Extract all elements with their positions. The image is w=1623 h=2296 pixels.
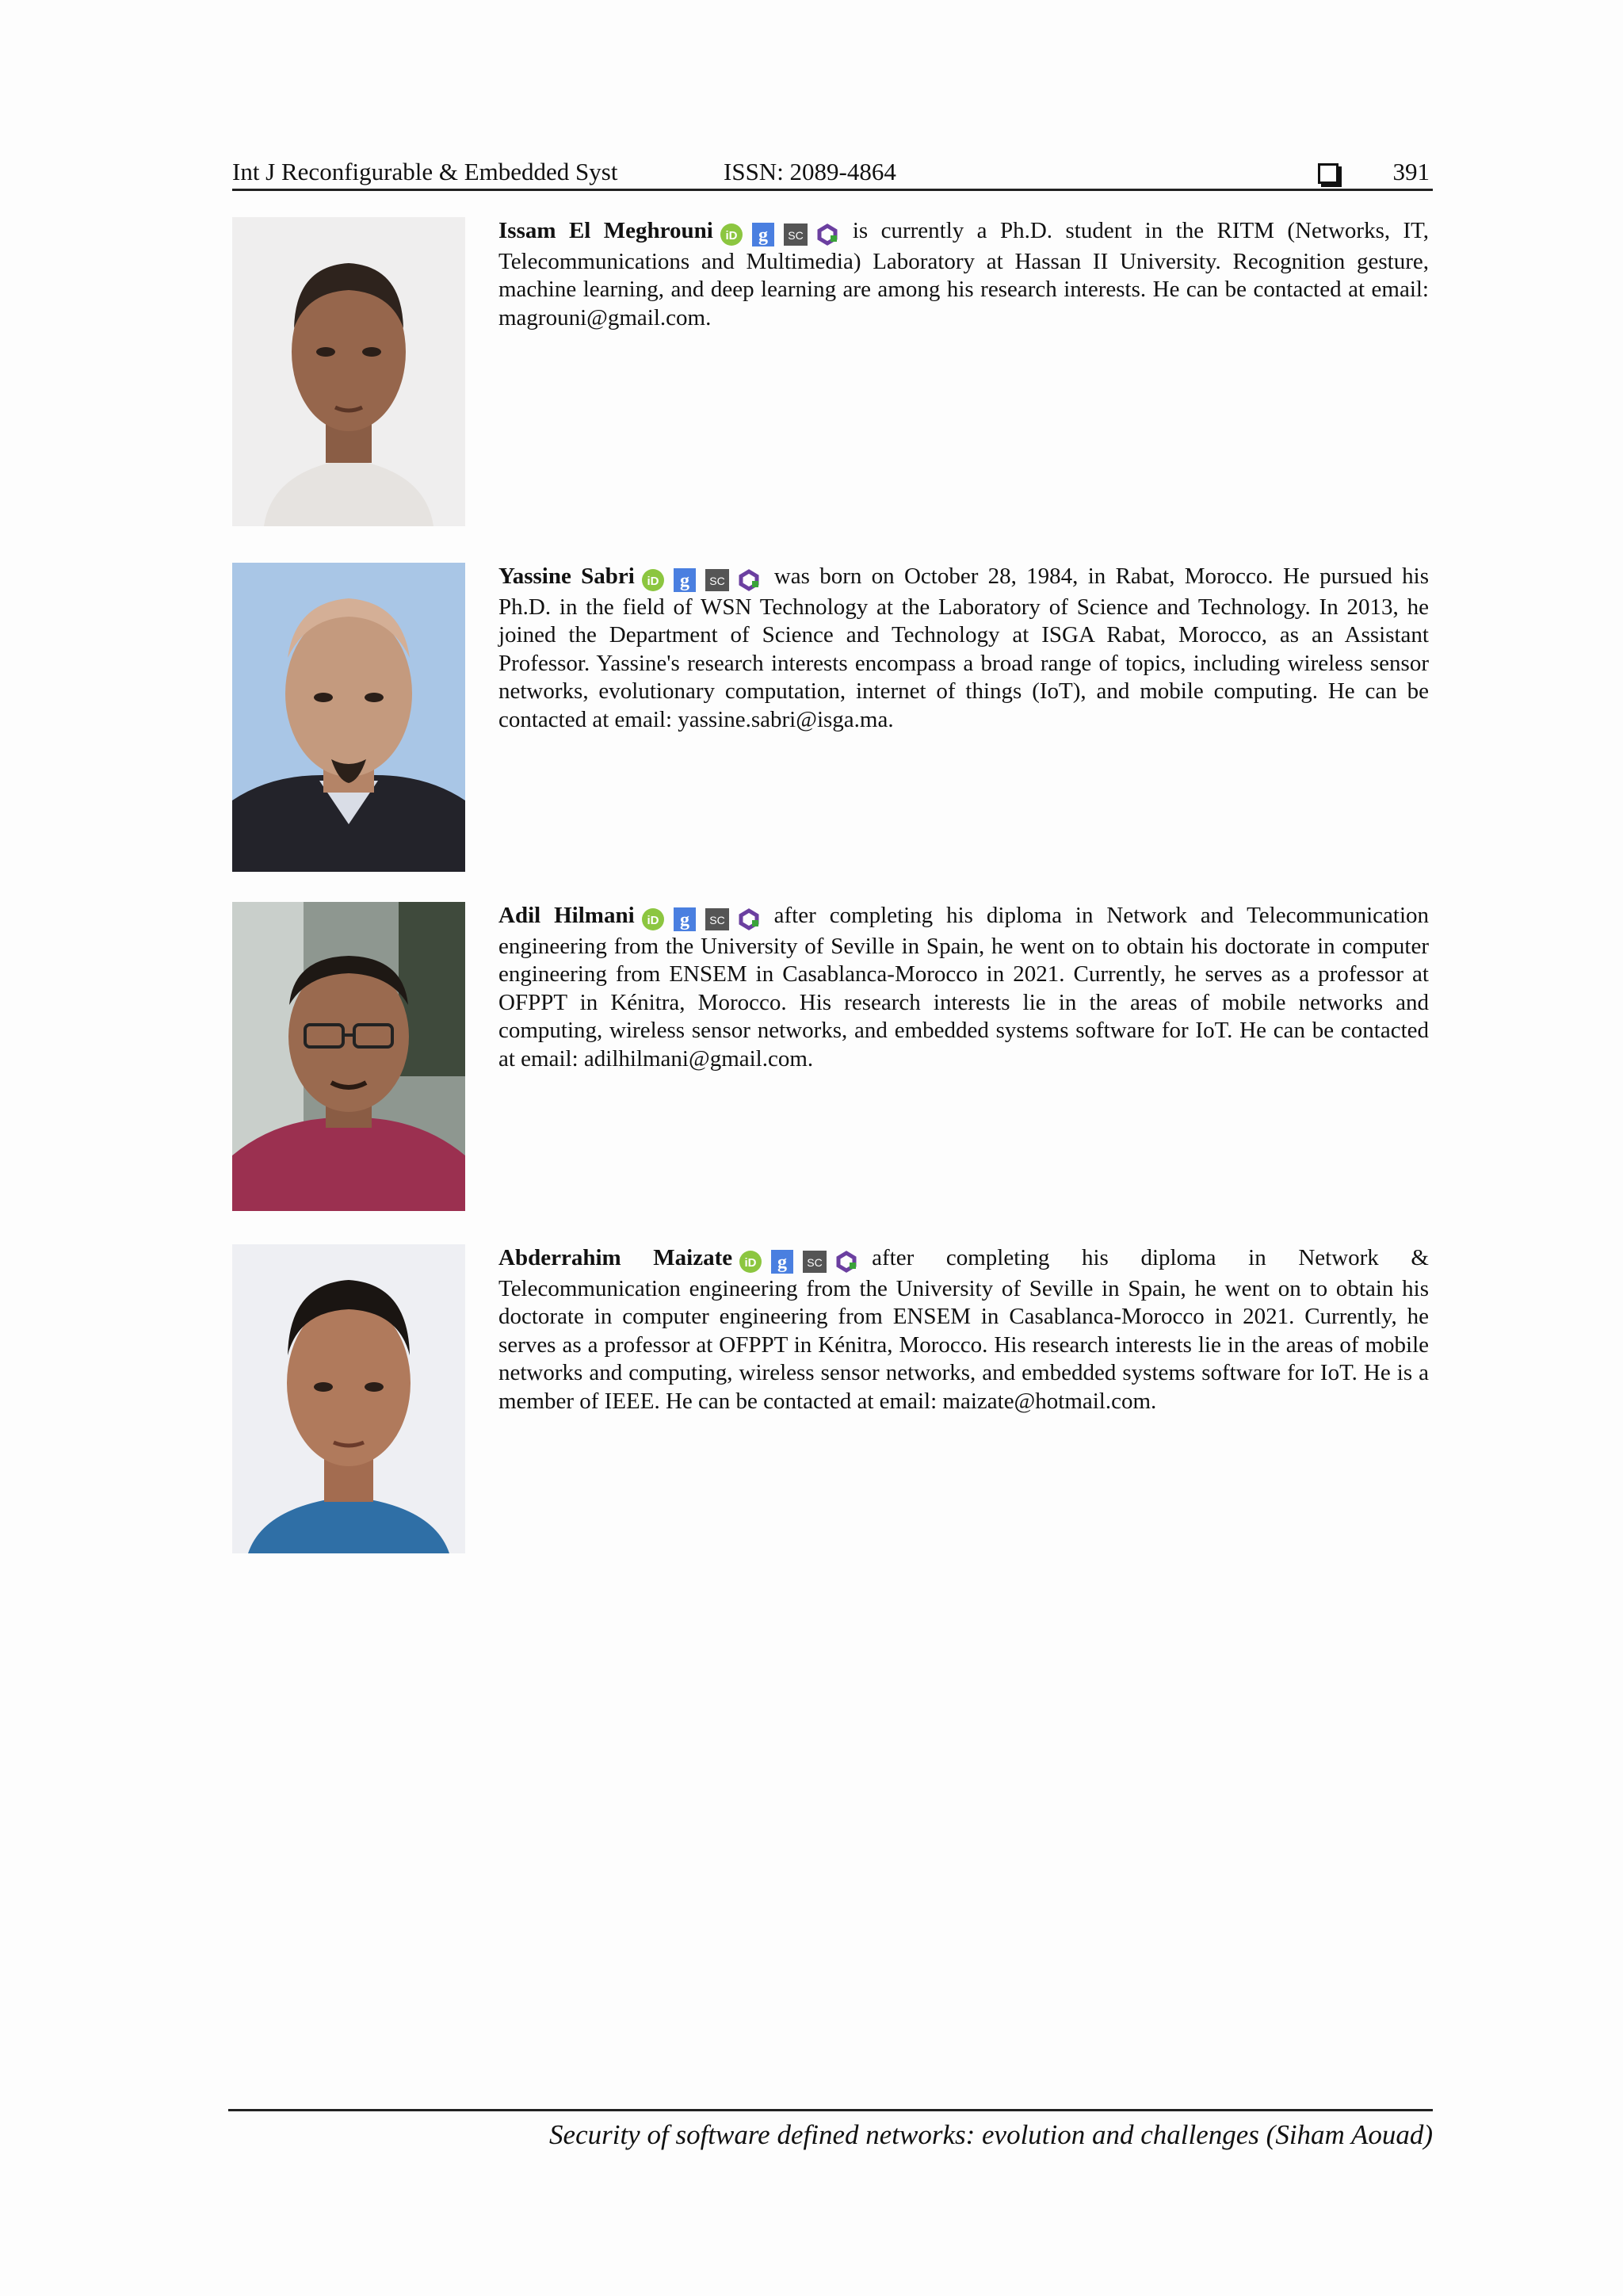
orcid-icon[interactable] [739, 1250, 762, 1274]
svg-text:SC: SC [709, 575, 725, 588]
issn: ISSN: 2089-4864 [724, 158, 896, 185]
journal-name: Int J Reconfigurable & Embedded Syst [232, 158, 618, 185]
scopus-icon[interactable] [705, 568, 730, 592]
author-name: Adil Hilmani [498, 903, 635, 928]
svg-text:g: g [679, 910, 689, 931]
page-number: 391 [1392, 158, 1430, 185]
profile-icons [720, 220, 846, 248]
profile-icons [641, 565, 768, 594]
author-name: Yassine Sabri [498, 563, 635, 589]
author-name: Issam El Meghrouni [498, 218, 713, 243]
svg-text:SC: SC [807, 1256, 823, 1270]
author-bio-text: after completing his diploma in Network and Telecommunication engineering from the University of Seville in Spain, he went on to obtain his doctorate in computer engineering from ENSEM in Casablanca-Morocco in 2021. Currently, he serves as a professor at OFPPT in Kénitra, Morocco. His research interests lie in the areas of mobile networks and computing, wireless sensor networks, and embedded systems software for IoT. He can be contacted at email: adilhilmani@gmail.com. [498, 903, 1429, 1072]
orcid-icon[interactable] [641, 568, 665, 592]
svg-text:iD: iD [725, 229, 738, 243]
svg-text:SC: SC [708, 914, 725, 927]
google-scholar-icon[interactable] [770, 1249, 794, 1274]
running-header [232, 155, 1433, 191]
scopus-icon[interactable] [783, 223, 808, 246]
profile-icons [739, 1247, 865, 1275]
svg-text:g: g [777, 1252, 788, 1274]
svg-text:iD: iD [647, 575, 659, 589]
publons-icon[interactable] [738, 908, 760, 930]
author-bio-text: was born on October 28, 1984, in Rabat, Morocco. He pursued his Ph.D. in the field of WSN Technology at the Laboratory of Science and Technology. In 2013, he joined the Department of Science and Technology at ISGA Rabat, Morocco, as an Assistant Professor. Yassine's research interests encompass a broad range of topics, including wireless sensor networks, evolutionary computation, internet of things (IoT), and mobile computing. He can be contacted at email: yassine.sabri@isga.ma. [498, 563, 1430, 732]
google-scholar-icon[interactable] [751, 222, 775, 247]
running-footer [228, 2109, 1433, 2150]
svg-text:g: g [679, 571, 689, 592]
svg-text:iD: iD [647, 914, 659, 928]
profile-icons [641, 904, 768, 933]
author-photo-1 [232, 217, 465, 526]
author-text-2 [498, 563, 1429, 734]
google-scholar-icon[interactable] [673, 567, 697, 593]
author-text-4 [498, 1244, 1429, 1415]
scopus-icon[interactable] [802, 1250, 827, 1274]
svg-text:iD: iD [744, 1256, 757, 1270]
scopus-icon[interactable] [705, 907, 730, 931]
svg-text:SC: SC [788, 229, 804, 243]
publons-icon[interactable] [816, 223, 838, 246]
author-photo-2 [232, 563, 465, 872]
orcid-icon[interactable] [720, 223, 743, 246]
publons-icon[interactable] [738, 569, 760, 591]
author-photo-3 [232, 902, 465, 1211]
svg-text:g: g [758, 225, 768, 246]
footer-paper-title: Security of software defined networks: evolution and challenges (Siham Aouad) [549, 2119, 1433, 2150]
publons-icon[interactable] [835, 1251, 857, 1273]
orcid-icon[interactable] [641, 907, 665, 931]
google-scholar-icon[interactable] [673, 907, 697, 932]
author-text-1 [498, 217, 1429, 332]
author-text-3 [498, 902, 1429, 1073]
author-photo-4 [232, 1244, 465, 1553]
author-bio-text: after completing his diploma in Network & Telecommunication engineering from the University of Seville in Spain, he went on to obtain his doctorate in computer engineering from ENSEM in Casablanca-Morocco in 2021. Currently, he serves as a professor at OFPPT in Kénitra, Morocco. His research interests lie in the areas of mobile networks and computing, wireless sensor networks, and embedded systems software for IoT. He is a member of IEEE. He can be contacted at email: maizate@hotmail.com. [498, 1245, 1429, 1414]
author-bio-text: is currently a Ph.D. student in the RITM (Networks, IT, Telecommunications and Multimedia) Laboratory at Hassan II University. Recognition gesture, machine learning, and deep learning are among his research interests. He can be contacted at email: magrouni@gmail.com. [498, 218, 1429, 330]
author-name: Abderrahim Maizate [498, 1245, 733, 1270]
checkbox-square-icon [1318, 163, 1338, 184]
